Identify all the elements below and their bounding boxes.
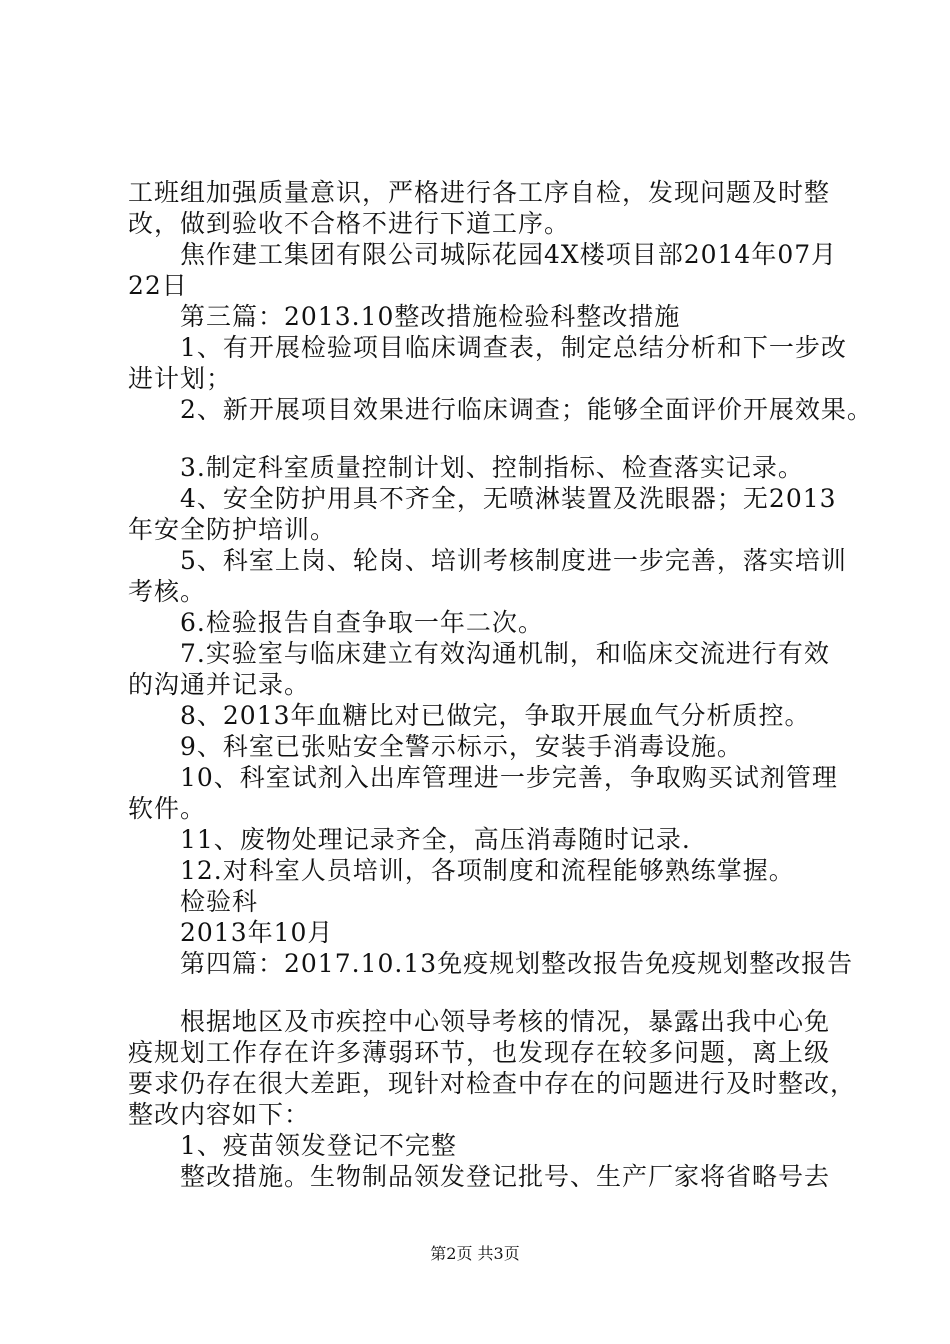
text-line: 疫规划工作存在许多薄弱环节，也发现存在较多问题，离上级 xyxy=(128,1038,831,1067)
text-line: 4、安全防护用具不齐全，无喷淋装置及洗眼器；无2013 xyxy=(180,484,837,513)
text-line: 9、科室已张贴安全警示标示，安装手消毒设施。 xyxy=(180,732,743,761)
text-line: 7.实验室与临床建立有效沟通机制，和临床交流进行有效 xyxy=(180,639,830,668)
signature-date: 2013年10月 xyxy=(180,918,334,947)
text-line: 6.检验报告自查争取一年二次。 xyxy=(180,608,544,637)
text-line: 12.对科室人员培训，各项制度和流程能够熟练掌握。 xyxy=(180,856,795,885)
text-line: 3.制定科室质量控制计划、控制指标、检查落实记录。 xyxy=(180,453,804,482)
text-line: 8、2013年血糖比对已做完，争取开展血气分析质控。 xyxy=(180,701,811,730)
text-line: 年安全防护培训。 xyxy=(128,515,337,544)
text-line: 2、新开展项目效果进行临床调查；能够全面评价开展效果。 xyxy=(180,395,873,424)
signature-department: 检验科 xyxy=(180,887,259,916)
section-heading: 第四篇：2017.10.13免疫规划整改报告免疫规划整改报告 xyxy=(180,949,854,978)
text-line: 整改措施。生物制品领发登记批号、生产厂家将省略号去 xyxy=(180,1162,831,1191)
text-line: 11、废物处理记录齐全，高压消毒随时记录. xyxy=(180,825,691,854)
text-line: 5、科室上岗、轮岗、培训考核制度进一步完善，落实培训 xyxy=(180,546,847,575)
text-line: 焦作建工集团有限公司城际花园4X楼项目部2014年07月 xyxy=(180,240,838,269)
text-line: 10、科室试剂入出库管理进一步完善，争取购买试剂管理 xyxy=(180,763,838,792)
text-line: 软件。 xyxy=(128,794,207,823)
text-line: 根据地区及市疾控中心领导考核的情况，暴露出我中心免 xyxy=(180,1007,831,1036)
text-line: 整改内容如下： xyxy=(128,1100,311,1129)
text-line: 22日 xyxy=(128,271,188,300)
text-line: 1、疫苗领发登记不完整 xyxy=(180,1131,457,1160)
text-line: 考核。 xyxy=(128,577,207,606)
text-line: 的沟通并记录。 xyxy=(128,670,311,699)
text-line: 要求仍存在很大差距，现针对检查中存在的问题进行及时整改， xyxy=(128,1069,857,1098)
text-line: 1、有开展检验项目临床调查表，制定总结分析和下一步改 xyxy=(180,333,847,362)
text-line: 进计划； xyxy=(128,364,233,393)
section-heading: 第三篇：2013.10整改措施检验科整改措施 xyxy=(180,302,681,331)
text-line: 改，做到验收不合格不进行下道工序。 xyxy=(128,209,571,238)
page-footer: 第2页 共3页 xyxy=(430,1244,520,1263)
text-line: 工班组加强质量意识，严格进行各工序自检，发现问题及时整 xyxy=(128,178,831,207)
